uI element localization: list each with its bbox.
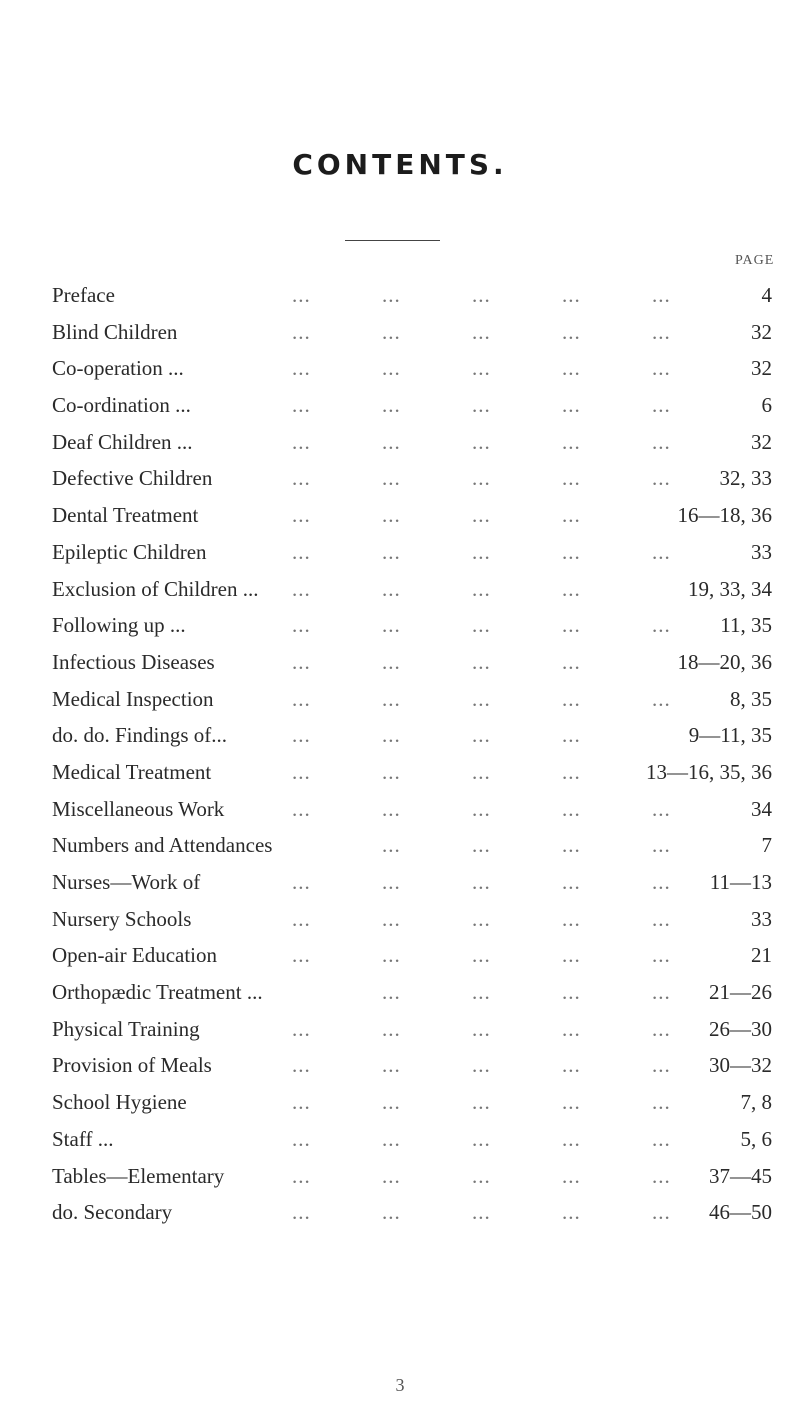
dot-leader: ... [292,613,311,638]
entry-title: Numbers and Attendances [52,833,273,858]
dot-leader: ... [382,796,401,821]
dot-leader: ... [562,393,581,418]
entry-title: Epileptic Children [52,539,207,564]
entry-pages: 9—11, 35 [688,723,772,748]
entry-pages: 46—50 [709,1200,772,1225]
entry-title: Following up ... [52,613,186,638]
dot-leader: ... [472,870,491,894]
dot-leader: ... [292,356,311,381]
dot-leader: ... [652,980,671,1005]
dot-leader: ... [562,283,581,307]
dot-leader: ... [292,1053,311,1078]
dot-leader: ... [472,686,491,711]
contents-entry [52,574,772,611]
dot-leader: ... [652,833,671,858]
contents-entry [52,280,772,317]
dot-leader: ... [472,503,491,528]
dot-leader: ... [562,576,581,601]
contents-entry [52,647,772,684]
dot-leader: ... [472,393,491,418]
contents-entry [52,427,772,464]
dot-leader: ... [472,1163,491,1188]
dot-leader: ... [472,539,491,564]
dot-leader: ... [382,393,401,418]
entry-pages: 34 [751,796,772,821]
contents-entry [52,757,772,794]
dot-leader: ... [382,283,401,307]
dot-leader: ... [472,1016,491,1041]
dot-leader: ... [292,906,311,931]
contents-entry [52,1161,772,1198]
contents-entry [52,537,772,574]
contents-entry [52,353,772,390]
dot-leader: ... [292,429,311,454]
dot-leader: ... [292,1016,311,1041]
dot-leader: ... [292,576,311,601]
dot-leader: ... [562,796,581,821]
dot-leader: ... [472,1090,491,1115]
page-column-heading: PAGE [735,253,775,268]
dot-leader: ... [382,943,401,968]
dot-leader: ... [652,1126,671,1151]
entry-title: Miscellaneous Work [52,796,225,821]
contents-entry [52,977,772,1014]
entry-pages: 16—18, 36 [677,503,772,528]
contents-entry [52,1124,772,1161]
dot-leader: ... [562,686,581,711]
contents-entry [52,1197,772,1234]
dot-leader: ... [562,613,581,638]
entry-title: do. do. Findings of... [52,723,228,748]
dot-leader: ... [652,796,671,821]
dot-leader: ... [382,319,401,344]
dot-leader: ... [562,503,581,528]
dot-leader: ... [652,429,671,454]
dot-leader: ... [472,1126,491,1151]
contents-entry [52,463,772,500]
dot-leader: ... [652,870,671,894]
dot-leader: ... [652,1090,671,1115]
dot-leader: ... [472,980,491,1005]
entry-pages: 13—16, 35, 36 [646,759,772,784]
dot-leader: ... [292,393,311,418]
entry-title: Co-operation ... [52,356,184,381]
dot-leader: ... [382,759,401,784]
dot-leader: ... [382,1016,401,1041]
contents-entry [52,1014,772,1051]
entry-title: Defective Children [52,466,213,491]
dot-leader: ... [562,319,581,344]
dot-leader: ... [292,649,311,674]
dot-leader: ... [382,539,401,564]
dot-leader: ... [652,1016,671,1041]
entry-title: Medical Inspection [52,686,214,711]
contents-entry [52,830,772,867]
contents-list [52,280,772,1234]
dot-leader: ... [652,1200,671,1225]
dot-leader: ... [652,943,671,968]
dot-leader: ... [652,1053,671,1078]
dot-leader: ... [652,1163,671,1188]
dot-leader: ... [382,1090,401,1115]
entry-title: do. Secondary [52,1200,173,1225]
contents-entry [52,684,772,721]
entry-title: Preface [52,283,115,307]
entry-title: Co-ordination ... [52,393,191,418]
dot-leader: ... [562,1053,581,1078]
dot-leader: ... [292,283,311,307]
dot-leader: ... [292,319,311,344]
entry-title: Infectious Diseases [52,649,215,674]
dot-leader: ... [382,723,401,748]
contents-entry [52,1050,772,1087]
dot-leader: ... [472,576,491,601]
entry-pages: 7, 8 [740,1090,772,1115]
dot-leader: ... [472,649,491,674]
dot-leader: ... [472,356,491,381]
dot-leader: ... [562,539,581,564]
dot-leader: ... [562,429,581,454]
entry-title: Nurses—Work of [52,870,201,894]
dot-leader: ... [382,649,401,674]
dot-leader: ... [292,686,311,711]
dot-leader: ... [562,980,581,1005]
contents-entry [52,940,772,977]
dot-leader: ... [562,833,581,858]
dot-leader: ... [652,613,671,638]
dot-leader: ... [562,1090,581,1115]
dot-leader: ... [292,503,311,528]
entry-pages: 32 [751,429,772,454]
page-title: CONTENTS. [292,148,508,181]
entry-title: School Hygiene [52,1090,187,1115]
dot-leader: ... [292,796,311,821]
entry-pages: 18—20, 36 [677,649,772,674]
dot-leader: ... [382,870,401,894]
entry-pages: 8, 35 [730,686,772,711]
dot-leader: ... [382,1163,401,1188]
dot-leader: ... [562,1163,581,1188]
dot-leader: ... [292,1126,311,1151]
dot-leader: ... [382,906,401,931]
entry-pages: 11—13 [709,870,772,894]
entry-pages: 33 [751,539,772,564]
dot-leader: ... [652,906,671,931]
contents-entry [52,1087,772,1124]
entry-pages: 30—32 [709,1053,772,1078]
dot-leader: ... [562,1126,581,1151]
entry-title: Dental Treatment [52,503,199,528]
dot-leader: ... [292,539,311,564]
dot-leader: ... [292,1090,311,1115]
dot-leader: ... [472,466,491,491]
dot-leader: ... [382,429,401,454]
entry-title: Nursery Schools [52,906,192,931]
entry-pages: 37—45 [709,1163,772,1188]
dot-leader: ... [652,283,671,307]
entry-pages: 32 [751,356,772,381]
dot-leader: ... [292,870,311,894]
dot-leader: ... [382,686,401,711]
dot-leader: ... [382,980,401,1005]
dot-leader: ... [652,466,671,491]
dot-leader: ... [652,356,671,381]
entry-title: Physical Training [52,1016,200,1041]
dot-leader: ... [562,759,581,784]
dot-leader: ... [472,796,491,821]
entry-pages: 7 [761,833,772,858]
dot-leader: ... [562,723,581,748]
contents-entry [52,317,772,354]
dot-leader: ... [382,833,401,858]
dot-leader: ... [292,723,311,748]
entry-title: Provision of Meals [52,1053,212,1078]
dot-leader: ... [652,393,671,418]
dot-leader: ... [382,1200,401,1225]
contents-entry [52,500,772,537]
entry-title: Staff ... [52,1126,114,1151]
contents-entry [52,794,772,831]
dot-leader: ... [472,759,491,784]
page-number: 3 [395,1375,405,1395]
entry-pages: 33 [751,906,772,931]
dot-leader: ... [292,1163,311,1188]
dot-leader: ... [652,539,671,564]
entry-title: Deaf Children ... [52,429,193,454]
dot-leader: ... [652,686,671,711]
dot-leader: ... [472,723,491,748]
dot-leader: ... [562,649,581,674]
entry-pages: 4 [761,283,772,307]
entry-title: Blind Children [52,319,178,344]
dot-leader: ... [472,429,491,454]
dot-leader: ... [382,1053,401,1078]
dot-leader: ... [382,1126,401,1151]
entry-pages: 11, 35 [720,613,772,638]
contents-entry [52,867,772,904]
entry-pages: 21—26 [709,980,772,1005]
entry-pages: 26—30 [709,1016,772,1041]
dot-leader: ... [472,319,491,344]
dot-leader: ... [472,283,491,307]
dot-leader: ... [562,1016,581,1041]
entry-pages: 5, 6 [740,1126,772,1151]
title-rule [345,240,440,241]
entry-pages: 6 [761,393,772,418]
dot-leader: ... [382,503,401,528]
entry-pages: 32, 33 [719,466,772,491]
contents-entry [52,610,772,647]
entry-title: Medical Treatment [52,759,212,784]
dot-leader: ... [562,356,581,381]
dot-leader: ... [382,356,401,381]
dot-leader: ... [472,1200,491,1225]
dot-leader: ... [472,833,491,858]
dot-leader: ... [562,943,581,968]
dot-leader: ... [652,319,671,344]
entry-pages: 19, 33, 34 [688,576,772,601]
dot-leader: ... [562,1200,581,1225]
dot-leader: ... [382,613,401,638]
dot-leader: ... [292,759,311,784]
entry-title: Tables—Elementary [52,1163,225,1188]
dot-leader: ... [562,466,581,491]
contents-entry [52,720,772,757]
contents-entry [52,390,772,427]
entry-title: Open-air Education [52,943,218,968]
entry-title: Exclusion of Children ... [52,576,259,601]
entry-pages: 21 [751,943,772,968]
dot-leader: ... [472,943,491,968]
dot-leader: ... [472,613,491,638]
dot-leader: ... [382,466,401,491]
contents-entry [52,904,772,941]
dot-leader: ... [472,906,491,931]
entry-pages: 32 [751,319,772,344]
dot-leader: ... [292,943,311,968]
dot-leader: ... [292,466,311,491]
entry-title: Orthopædic Treatment ... [52,980,263,1005]
dot-leader: ... [382,576,401,601]
dot-leader: ... [562,906,581,931]
dot-leader: ... [562,870,581,894]
dot-leader: ... [472,1053,491,1078]
dot-leader: ... [292,1200,311,1225]
